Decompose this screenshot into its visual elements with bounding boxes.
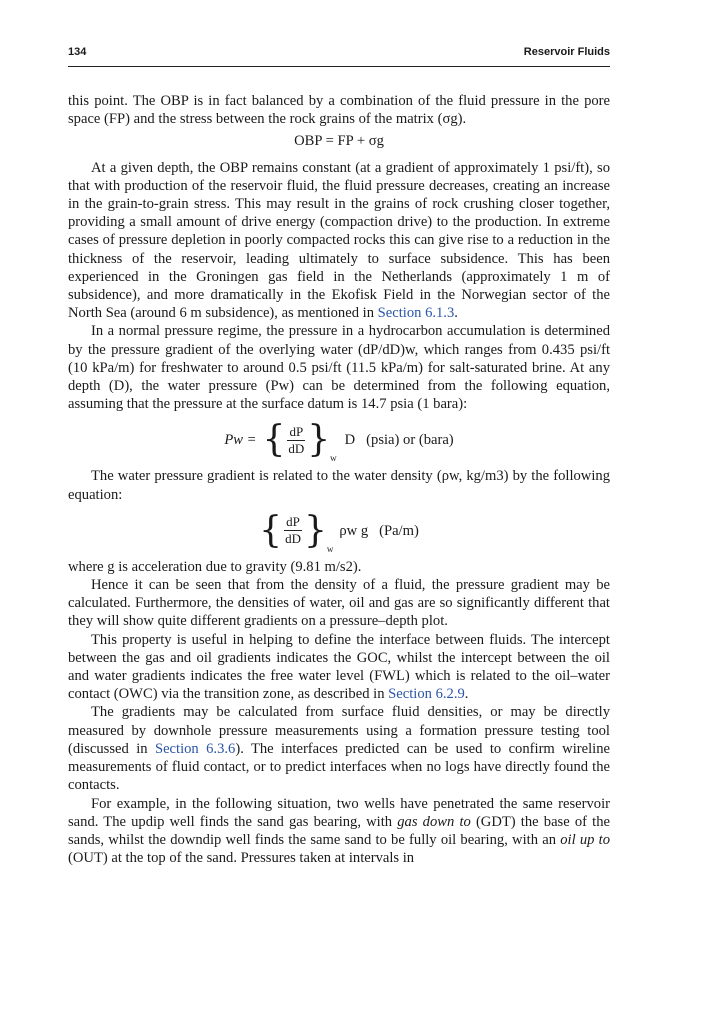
eq-pw-rhs: D (psia) or (bara)	[344, 432, 454, 449]
right-brace-icon: }	[303, 509, 327, 551]
fraction-dp-dd	[286, 425, 306, 456]
section-link-6-1-3[interactable]: Section 6.1.3	[377, 305, 455, 322]
section-link-6-3-6[interactable]: Section 6.3.6	[154, 740, 236, 757]
fraction-numerator: dP	[289, 423, 304, 439]
paragraph-6: Hence it can be seen that from the density of a fluid, the pressure gradient may be calculated. Furthermore, the densities of water, oil and gas are so significantly different that they will show quite different gradients on a pressure–depth plot.	[68, 577, 610, 630]
paragraph-5: where g is acceleration due to gravity (9.81 m/s2).	[68, 558, 362, 575]
paragraph-4: The water pressure gradient is related to the water density (ρw, kg/m3) by the following equation:	[68, 468, 610, 503]
running-title: Reservoir Fluids	[523, 46, 610, 58]
equation-gradient	[68, 504, 610, 558]
eq-pw-lhs: Pw =	[224, 432, 257, 449]
eq-grad-rhs: ρw g (Pa/m)	[339, 522, 419, 539]
paragraph-8: The gradients may be calculated from surface fluid densities, or may be directly measured by downhole pressure measurements using a formation pressure testing tool (discussed in Section 6.3.6). The interfaces predicted can be used to confirm wireline measurements of fluid contact, or to predict interfaces when no logs have directly found the contacts.	[68, 704, 610, 794]
page-number: 134	[68, 46, 87, 58]
paragraph-9: For example, in the following situation, two wells have penetrated the same reservoir sand. The updip well finds the sand gas bearing, with gas down to (GDT) the base of the sands, whilst the downdip well finds the same sand to be fully oil bearing, with an oil up to (OUT) at the top of the sand. Pressures taken at intervals in	[68, 795, 611, 867]
term-gas-down-to: gas down to	[397, 813, 471, 830]
paragraph-2: At a given depth, the OBP remains constant (at a gradient of approximately 1 psi/ft), so that with production of the reservoir fluid, the fluid pressure decreases, creating an increase in the grain-to-grain stress. This may result in the grains of rock crushing closer together, providing a small amount of drive energy (compaction drive) to the production. In extreme cases of pressure depletion in poorly compacted rocks this can give rise to a reduction in the thickness of the reservoir, leading ultimately to surface subsidence. This has been experienced in the Groningen gas field in the Netherlands (approximately 1 m of subsidence), and more dramatically in the Ekofisk Field in the Norwegian sector of the North Sea (around 6 m subsidence), as mentioned in Section 6.1.3.	[68, 159, 610, 322]
term-oil-up-to: oil up to	[560, 831, 611, 848]
paragraph-3: In a normal pressure regime, the pressure in a hydrocarbon accumulation is determined by the pressure gradient of the overlying water (dP/dD)w, which ranges from 0.435 psi/ft (10 kPa/m) for freshwater to around 0.5 psi/ft (11.5 kPa/m) for salt-saturated brine. At any depth (D), the water pressure (Pw) can be determined from the following equation, assuming that the pressure at the surface datum is 14.7 psia (1 bara):	[68, 323, 610, 413]
fraction-denominator: dD	[285, 531, 301, 547]
left-brace-icon: {	[262, 419, 286, 461]
equation-water-pressure	[68, 413, 610, 467]
body-text	[68, 92, 610, 867]
fraction-dp-dd	[283, 515, 303, 546]
paragraph-7: This property is useful in helping to define the interface between fluids. The intercept between the gas and oil gradients indicates the GOC, whilst the intercept between the oil and water gradients indicates the free water level (FWL) which is related to the oil–water contact (OWC) via the transition zone, as described in Section 6.2.9.	[68, 631, 610, 703]
subscript-w: w	[326, 543, 334, 554]
subscript-w: w	[330, 453, 337, 464]
left-brace-icon: {	[259, 509, 283, 551]
fraction-numerator: dP	[286, 514, 300, 530]
paragraph-1: this point. The OBP is in fact balanced by a combination of the fluid pressure in the pore space (FP) and the stress between the rock grains of the matrix (σg).	[68, 93, 610, 128]
right-brace-icon: }	[307, 419, 331, 461]
section-link-6-2-9[interactable]: Section 6.2.9	[388, 686, 465, 703]
fraction-denominator: dD	[288, 440, 305, 456]
equation-obp: OBP = FP + σg	[294, 133, 384, 150]
running-header	[68, 46, 610, 64]
header-rule	[68, 66, 610, 67]
